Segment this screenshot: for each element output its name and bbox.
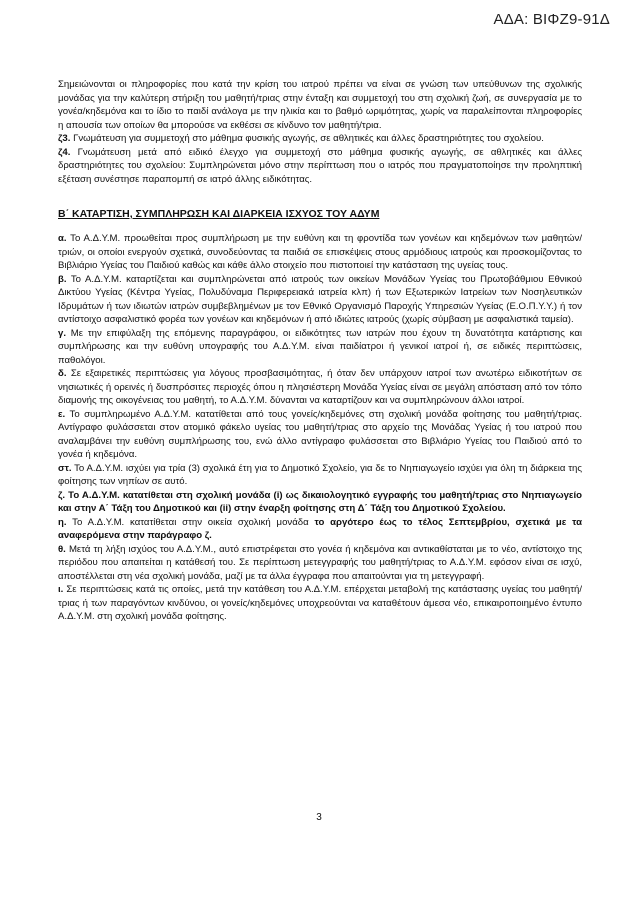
marker-b: β. — [58, 273, 67, 285]
marker-h: η. — [58, 516, 67, 528]
marker-i: ι. — [58, 584, 64, 595]
marker-e: ε. — [58, 408, 66, 420]
marker-z4: ζ4. — [58, 146, 71, 158]
marker-z3: ζ3. — [58, 133, 71, 144]
section-title: Β΄ ΚΑΤΑΡΤΙΣΗ, ΣΥΜΠΛΗΡΩΣΗ ΚΑΙ ΔΙΑΡΚΕΙΑ ΙΣΧΥΟΣ ΤΟΥ ΑΔΥΜ — [58, 208, 380, 220]
marker-g: γ. — [58, 327, 67, 339]
text-z3: Γνωμάτευση για συμμετοχή στο μάθημα φυσικής αγωγής, σε αθλητικές και άλλες δραστηριότητες του σχολείου. — [70, 133, 544, 144]
text-e: Το συμπληρωμένο Α.Δ.Υ.Μ. κατατίθεται από τους γονείς/κηδεμόνες στη σχολική μονάδα φοίτησης του μαθητή/τριας. Αντίγραφο φυλάσσεται στον ατομικό φάκελο υγείας του μαθητή/τριας στο αρχείο της Μονάδας Υγείας ή του ιατρού που αναλαμβάνει την ευθύνη συμπλήρωσης του, ενώ άλλο αντίγραφο φυλάσσεται στο Βιβλιάριο Υγείας του Παιδιού από το γονέα ή κηδεμόνα. — [58, 408, 582, 460]
ada-code: ΑΔΑ: ΒΙΦΖ9-91Δ — [493, 11, 610, 28]
marker-th: θ. — [58, 543, 66, 555]
paragraph-th — [58, 543, 582, 584]
text-h: Το Α.Δ.Υ.Μ. κατατίθεται στην οικεία σχολική μονάδα — [66, 516, 315, 528]
text-i: Σε περιπτώσεις κατά τις οποίες, μετά την κατάθεση του Α.Δ.Υ.Μ. επέρχεται μεταβολή της κατάστασης υγείας του μαθητή/τριας ή των παραγόντων κινδύνου, οι γονείς/κηδεμόνες υποχρεούνται να καταθέτουν άμεσα νέο, επικαιροποιημένο έντυπο Α.Δ.Υ.Μ. στη σχολική μονάδα φοίτησης. — [58, 584, 582, 622]
paragraph-e — [58, 408, 582, 462]
paragraph-a — [58, 232, 582, 273]
marker-a: α. — [58, 233, 67, 244]
paragraph-z3 — [58, 132, 582, 146]
paragraph-st — [58, 462, 582, 489]
text-th: Μετά τη λήξη ισχύος του Α.Δ.Υ.Μ., αυτό επιστρέφεται στο γονέα ή κηδεμόνα και αντικαθίσταται με το νέο, αντίστοιχο της περιόδου που απαιτείται η κατάθεσή του. Σε περίπτωση μετεγγραφής του μαθητή/τριας το Α.Δ.Υ.Μ. εφόσον είναι σε ισχύ, αποστέλλεται στη νέα σχολική μονάδα, μαζί με τα άλλα έγγραφα που απαιτούνται για τη μετεγγραφή. — [58, 543, 582, 582]
text-st: Το Α.Δ.Υ.Μ. ισχύει για τρία (3) σχολικά έτη για το Δημοτικό Σχολείο, για δε το Νηπιαγωγείο ισχύει για όλη τη διάρκεια της φοίτησης των νηπίων σε αυτό. — [58, 462, 582, 487]
paragraph-z: ζ. Το Α.Δ.Υ.Μ. κατατίθεται στη σχολική μονάδα (i) ως δικαιολογητικό εγγραφής του μαθητή/τριας στο Νηπιαγωγείο και στην Α΄ Τάξη του Δημοτικού και (ii) στην έναρξη φοίτησης στη Δ΄ Τάξη του Δημοτικού Σχολείου. — [58, 489, 582, 514]
text-g: Με την επιφύλαξη της επόμενης παραγράφου, οι ειδικότητες των ιατρών που έχουν τη δυνατότητα κατάρτισης και συμπλήρωσης και την ευθύνη υπογραφής του Α.Δ.Υ.Μ. είναι παιδίατροι ή γενικοί ιατροί ή, σε ειδικές περιπτώσεις, παθολόγοι. — [58, 327, 582, 366]
paragraph-d — [58, 367, 582, 408]
intro-paragraph: Σημειώνονται οι πληροφορίες που κατά την κρίση του ιατρού πρέπει να είναι σε γνώση των υπεύθυνων της σχολικής μονάδας για την καλύτερη στήριξη του μαθητή/τριας στην ένταξη και συμμετοχή του στη σχολική ζωή, σε συνεργασία με το γονέα/κηδεμόνα και το ίδιο το παιδί ανάλογα με την ηλικία και το βαθμό ωριμότητας, χωρίς να παραλείπονται πληροφορίες η απουσία των οποίων θα μπορούσε να εκθέσει σε κίνδυνο τον μαθητή/τρια. — [58, 79, 582, 131]
paragraph-g — [58, 327, 582, 368]
text-b: Το Α.Δ.Υ.Μ. καταρτίζεται και συμπληρώνεται από ιατρούς των οικείων Μονάδων Υγείας του Πρωτοβάθμιου Εθνικού Δικτύου Υγείας (Κέντρα Υγείας, Πολυδύναμα Περιφερειακά ιατρεία κλπ) ή των Εξωτερικών Ιατρείων των Νοσηλευτικών Ιδρυμάτων ή των ιδιωτών ιατρών συμβεβλημένων με τον Εθνικό Οργανισμό Παροχής Υπηρεσιών Υγείας (Ε.Ο.Π.Υ.Υ.) ή τον αντίστοιχο ασφαλιστικό φορέα των γονέων και κηδεμόνων ή από ιδιώτες ιατρούς (χωρίς σύμβαση με ασφαλιστικά ταμεία). — [58, 273, 582, 325]
text-z4: Γνωμάτευση μετά από ειδικό έλεγχο για συμμετοχή στο μάθημα φυσικής αγωγής, σε αθλητικές και άλλες δραστηριότητες του σχολείου: Συμπληρώνεται μόνο στην περίπτωση που ο ιατρός που πραγματοποίησε την προληπτική εξέταση συνέστησε παραπομπή σε ιατρό άλλης ειδικότητας. — [58, 146, 582, 185]
marker-d: δ. — [58, 368, 67, 379]
paragraph-b — [58, 273, 582, 327]
marker-st: στ. — [58, 462, 72, 474]
paragraph-h — [58, 516, 582, 543]
page-number: 3 — [316, 812, 322, 823]
document-body — [58, 78, 582, 624]
paragraph-i — [58, 583, 582, 624]
text-h-bold: το αργότερο έως το τέλος Σεπτεμβρίου, σχετικά με τα αναφερόμενα στην παράγραφο ζ. — [58, 516, 582, 541]
text-d: Σε εξαιρετικές περιπτώσεις για λόγους προσβασιμότητας, ή όταν δεν υπάρχουν ιατροί των ανωτέρω ειδικοτήτων σε νησιωτικές ή ορεινές ή δυσπρόσιτες περιοχές όπου η πλησιέστερη Μονάδα Υγείας είναι σε μεγάλη απόσταση από τον τόπο διαμονής της οικογένειας του μαθητή, το Α.Δ.Υ.Μ. δύνανται να καταρτίζουν και να συμπληρώνουν άλλοι ιατροί. — [58, 368, 582, 406]
paragraph-z4 — [58, 146, 582, 187]
text-a: Το Α.Δ.Υ.Μ. προωθείται προς συμπλήρωση με την ευθύνη και τη φροντίδα των γονέων και κηδεμόνων των μαθητών/τριών, οι οποίοι ενεργούν σχετικά, συνοδεύοντας τα παιδιά σε επισκέψεις στους αρμόδιους ιατρούς και προσκομίζοντας το Βιβλιάριο Υγείας του Παιδιού καθώς και κάθε άλλο στοιχείο που πιστοποιεί την κατάσταση της υγείας τους. — [58, 233, 582, 271]
